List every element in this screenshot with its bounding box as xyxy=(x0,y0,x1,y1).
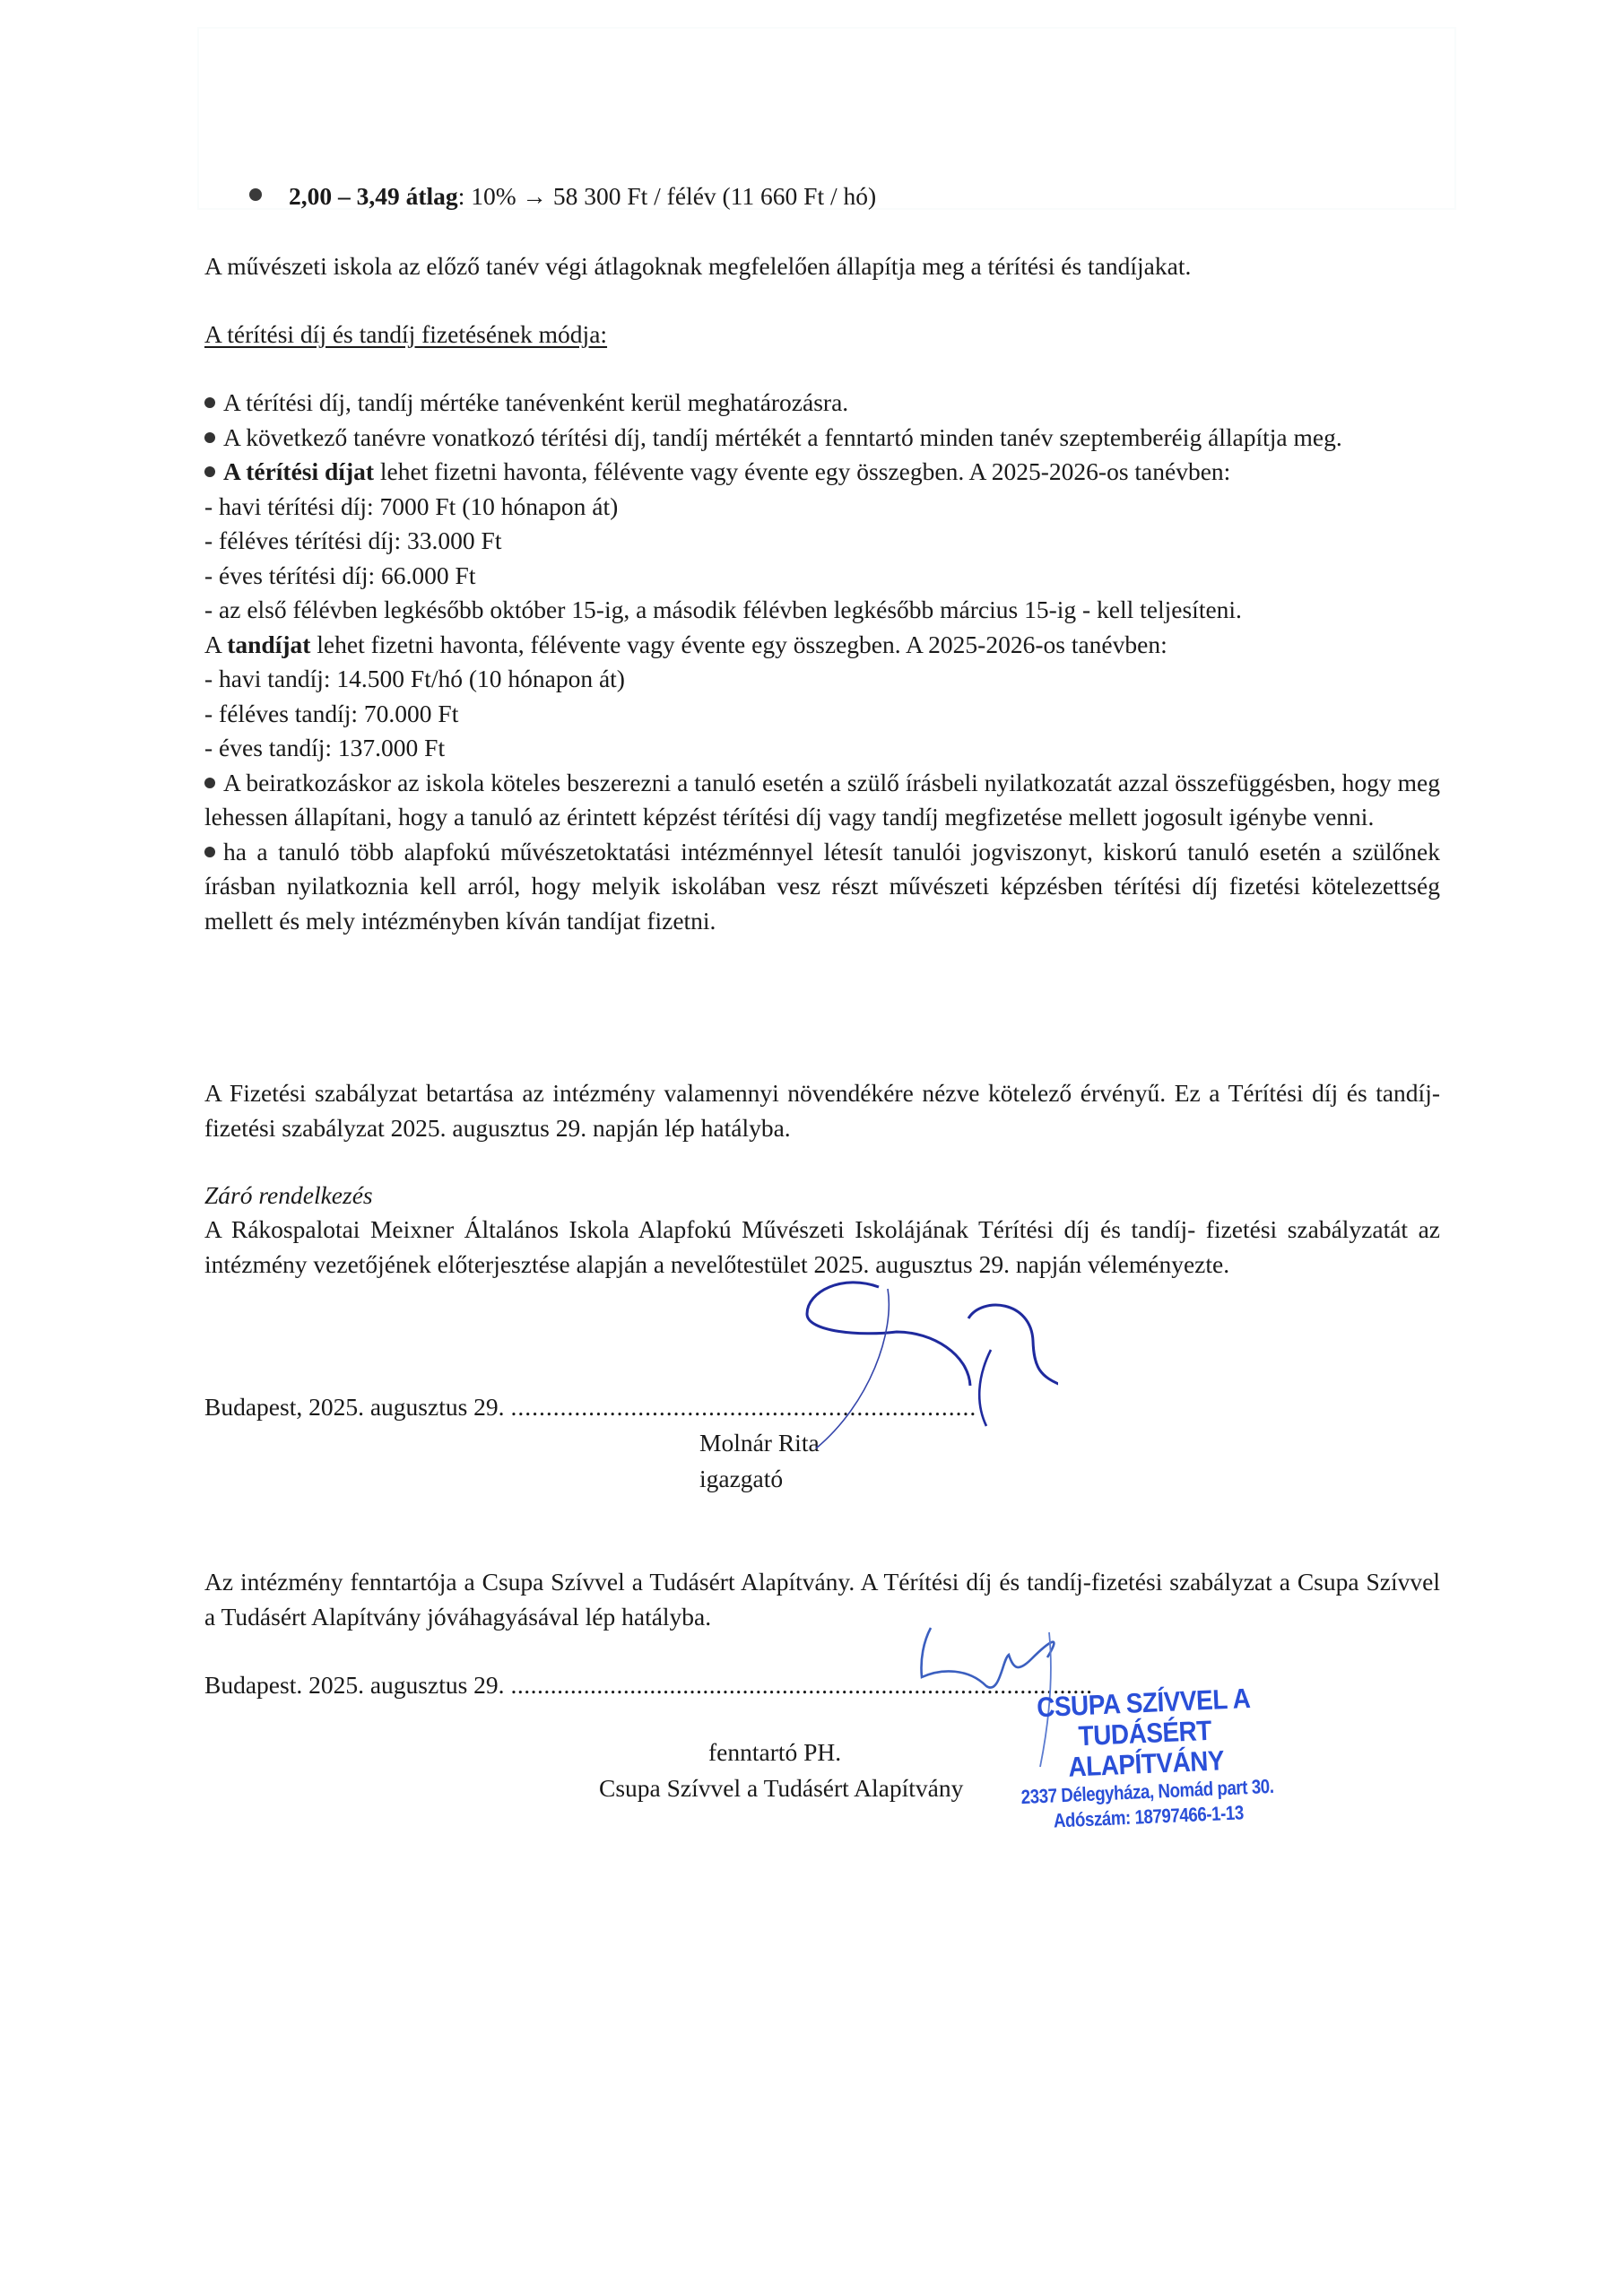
maintainer-paragraph: Az intézmény fenntartója a Csupa Szívvel a Tudásért Alapítvány. A Térítési díj és tandíj-fizetési szabályzat a Csupa Szívvel a Tudásért Alapítvány jóváhagyásával lép hatályba. xyxy=(204,1568,1440,1631)
fee-line: - éves térítési díj: 66.000 Ft xyxy=(204,561,476,589)
rule-item: A térítési díjat lehet fizetni havonta, félévente vagy évente egy összegben. A 2025-2026-os tanévben: xyxy=(204,455,1440,490)
intro-paragraph: A művészeti iskola az előző tanév végi átlagoknak megfelelően állapítja meg a térítési és tandíjakat. xyxy=(204,252,1192,280)
fee-line: - féléves térítési díj: 33.000 Ft xyxy=(204,526,502,554)
bullet-icon xyxy=(204,847,215,857)
bullet-icon xyxy=(249,188,262,201)
maintainer-label: fenntartó PH. xyxy=(708,1738,842,1766)
tuition-intro: A tandíjat lehet fizetni havonta, félévente vagy évente egy összegben. A 2025-2026-os tanévben: xyxy=(204,630,1167,658)
bullet-icon xyxy=(204,778,215,788)
payment-method-heading: A térítési díj és tandíj fizetésének módja: xyxy=(204,320,608,348)
stamp-tax-number: Adószám: 18797466-1-13 xyxy=(1053,1801,1245,1832)
stamp-line-2: ALAPÍTVÁNY xyxy=(1067,1744,1225,1783)
foundation-stamp xyxy=(964,1680,1329,1837)
bullet-icon xyxy=(204,466,215,477)
stamp-address: 2337 Délegyháza, Nomád part 30. xyxy=(1020,1774,1274,1809)
bullet-icon xyxy=(204,432,215,443)
multiple-school-rule: ha a tanuló több alapfokú művészetoktatási intézménnyel létesít tanulói jogviszonyt, kiskorú tanuló esetén a szülőnek írásban nyilatkoznia kell arról, hogy melyik iskolában vesz részt művészeti képzésben térítési díj fizetési kötelezettség mellett és mely intézményben kíván tandíjat fizetni. xyxy=(204,837,1440,935)
rule-item: A következő tanévre vonatkozó térítési díj, tandíj mértékét a fenntartó minden tanév szeptemberéig állapítja meg. xyxy=(204,421,1440,456)
signature-dots: .................................................................. xyxy=(510,1393,977,1421)
bullet-icon xyxy=(204,397,215,408)
maintainer-org: Csupa Szívvel a Tudásért Alapítvány xyxy=(599,1774,964,1802)
principal-signature-icon xyxy=(771,1278,1058,1457)
grade-discount: : 10% → 58 300 Ft / félév (11 660 Ft / hó) xyxy=(457,182,877,210)
stamp-line-1: CSUPA SZÍVVEL A TUDÁSÉRT xyxy=(1036,1682,1252,1752)
principal-title: igazgató xyxy=(699,1465,784,1492)
tuition-line: - féléves tandíj: 70.000 Ft xyxy=(204,699,459,727)
enrollment-rule: A beiratkozáskor az iskola köteles beszerezni a tanuló esetén a szülő írásbeli nyilatkozatát azzal összefüggésben, hogy meg lehessen állapítani, hogy a tanuló az érintett képzést térítési díj vagy tandíj megfizetése mellett jogosult igénybe venni. xyxy=(204,768,1440,831)
deadline-line: - az első félévben legkésőbb október 15-ig, a második félévben legkésőbb március 15-ig - kell teljesíteni. xyxy=(204,596,1242,623)
fee-line: - havi térítési díj: 7000 Ft (10 hónapon át) xyxy=(204,491,619,520)
rule-item: A térítési díj, tandíj mértéke tanévenként kerül meghatározásra. xyxy=(204,386,1440,421)
tuition-line: - éves tandíj: 137.000 Ft xyxy=(204,734,446,761)
principal-name: Molnár Rita xyxy=(699,1429,820,1457)
payment-rules xyxy=(204,386,1440,938)
validity-paragraph: A Fizetési szabályzat betartása az intézmény valamennyi növendékére nézve kötelező érvényű. Ez a Térítési díj és tandíj-fizetési szabályzat 2025. augusztus 29. napján lép hatályba. xyxy=(204,1079,1440,1142)
place-date: Budapest, 2025. augusztus 29. xyxy=(204,1393,505,1421)
signature-dots: ........................................................................................ xyxy=(510,1671,1093,1699)
tuition-line: - havi tandíj: 14.500 Ft/hó (10 hónapon át) xyxy=(204,665,625,692)
grade-range: 2,00 – 3,49 átlag xyxy=(289,182,458,210)
place-date: Budapest. 2025. augusztus 29. xyxy=(204,1671,505,1699)
closing-heading: Záró rendelkezés xyxy=(204,1181,373,1209)
grade-bullet xyxy=(249,179,1415,214)
closing-paragraph: A Rákospalotai Meixner Általános Iskola Alapfokú Művészeti Iskolájának Térítési díj és tandíj- fizetési szabályzatát az intézmény vezetőjének előterjesztése alapján a nevelőtestület 2025. augusztus 29. napján véleményezte. xyxy=(204,1215,1440,1278)
